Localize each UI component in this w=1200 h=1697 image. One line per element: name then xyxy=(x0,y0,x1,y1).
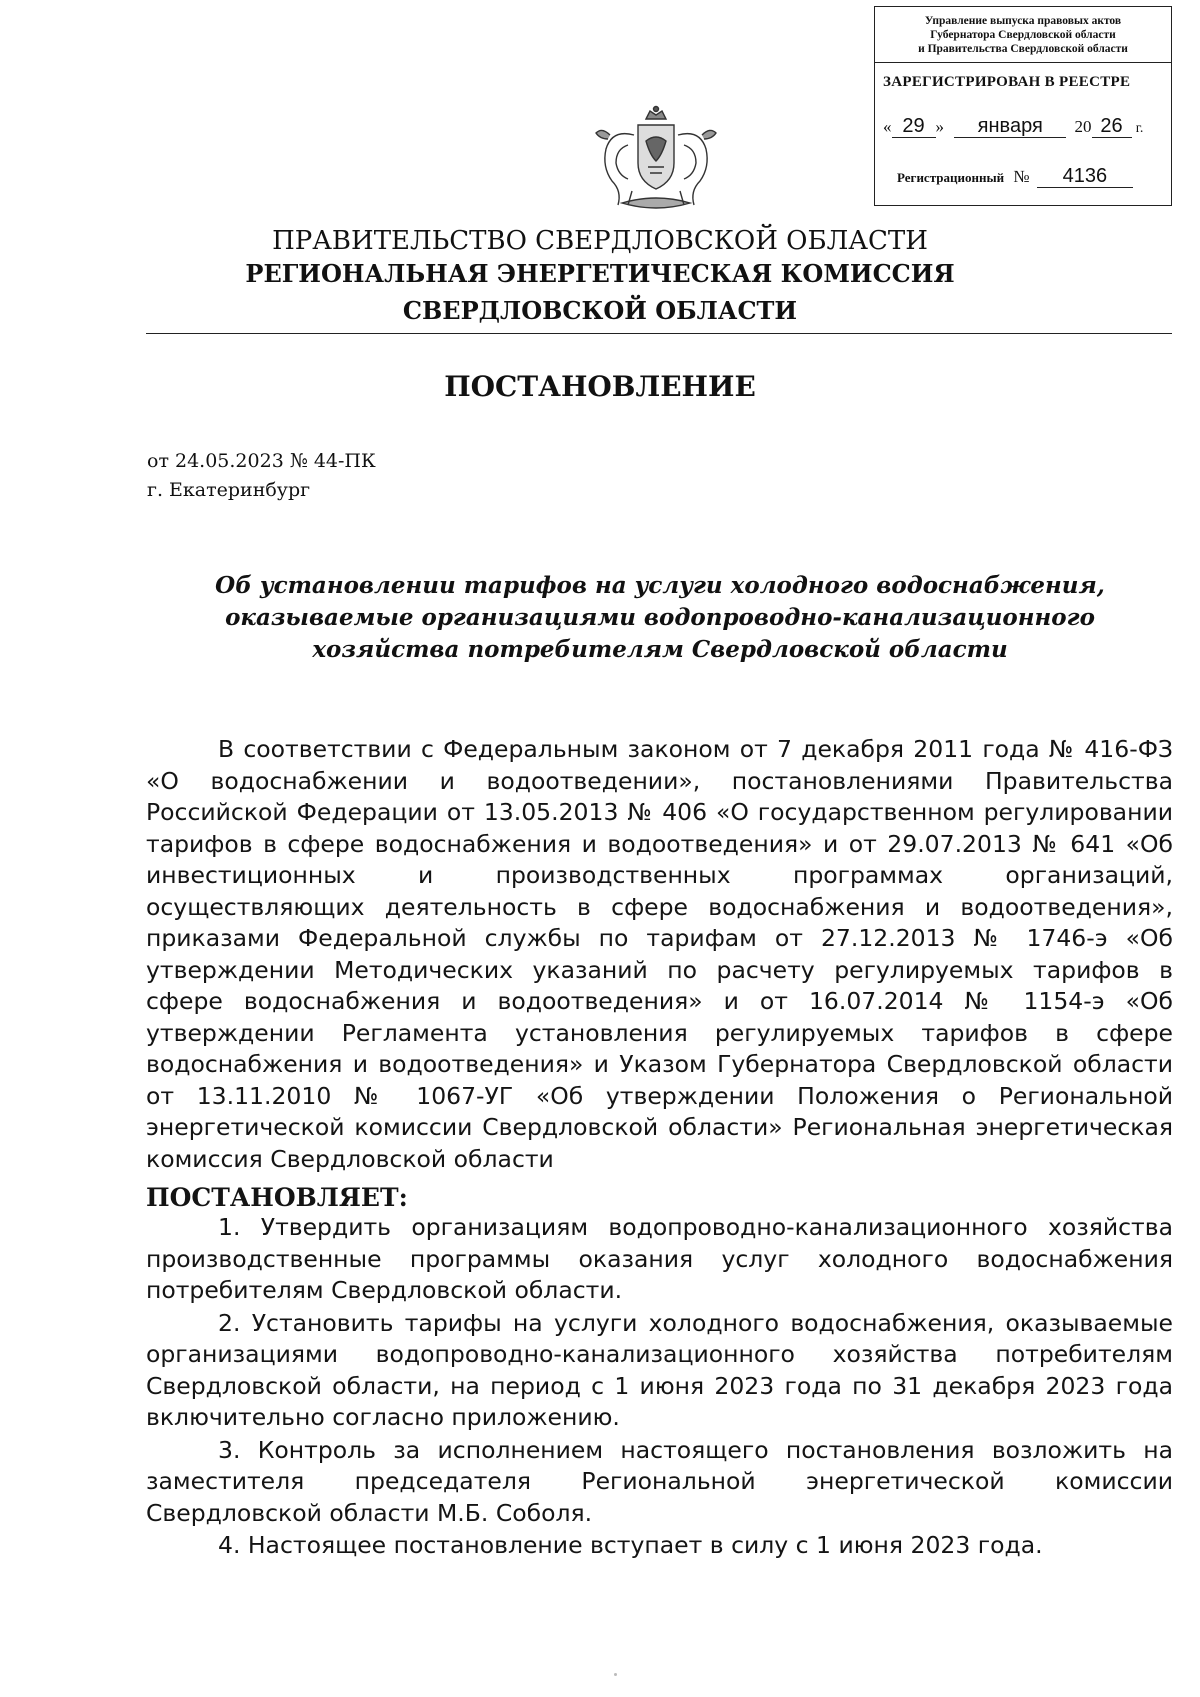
preamble-section xyxy=(146,734,1173,1175)
scan-speck xyxy=(614,1673,617,1676)
stamp-header xyxy=(875,7,1171,63)
document-date-number: от 24.05.2023 № 44-ПК xyxy=(147,450,376,472)
stamp-year-prefix: 20 xyxy=(1074,117,1092,136)
decree-item: 4. Настоящее постановление вступает в силу с 1 июня 2023 года. xyxy=(218,1531,1043,1559)
stamp-no-sign: № xyxy=(1013,167,1030,186)
stamp-header-line: Управление выпуска правовых актов xyxy=(924,15,1122,27)
decree-item: 1. Утвердить организациям водопроводно-канализационного хозяйства производственные программы оказания услуг холодного водоснабжения потребителям Свердловской области. xyxy=(146,1213,1173,1304)
decree-heading: ПОСТАНОВЛЯЕТ: xyxy=(146,1183,408,1212)
stamp-reg-number: 4136 xyxy=(1037,165,1133,188)
coat-of-arms-icon xyxy=(588,105,724,215)
document-subject: Об установлении тарифов на услуги холодного водоснабжения, оказываемые организациями водопроводно-канализационного хозяйства потребителям Свердловской области xyxy=(215,572,1105,663)
government-name: ПРАВИТЕЛЬСТВО СВЕРДЛОВСКОЙ ОБЛАСТИ xyxy=(272,226,928,256)
decree-items xyxy=(146,1212,1173,1562)
document-city: г. Екатеринбург xyxy=(147,479,311,501)
stamp-header-line: и Правительства Свердловской области xyxy=(918,43,1128,55)
preamble-paragraph: В соответствии с Федеральным законом от 7 декабря 2011 года № 416-ФЗ «О водоснабжении и водоотведении», постановлениями Правительства Российской Федерации от 13.05.2013 № 406 «О государственном регулировании тарифов в сфере водоснабжения и водоотведения» и от 29.07.2013 № 641 «Об инвестиционных и производственных программах организаций, осуществляющих деятельность в сфере водоснабжения и водоотведения», приказами Федеральной службы по тарифам от 27.12.2013 № 1746-э «Об утверждении Методических указаний по расчету регулируемых тарифов в сфере водоснабжения и водоотведения» и от 16.07.2014 № 1154-э «Об утверждении Регламента установления регулируемых тарифов в сфере водоснабжения и водоотведения» и Указом Губернатора Свердловской области от 13.11.2010 № 1067-УГ «Об утверждении Положения о Региональной энергетической комиссии Свердловской области» Региональная энергетическая комиссия Свердловской области xyxy=(146,735,1173,1173)
stamp-day: 29 xyxy=(892,115,936,138)
registration-stamp xyxy=(874,6,1172,206)
stamp-month: января xyxy=(954,115,1066,138)
header-divider xyxy=(146,333,1172,334)
stamp-header-line: Губернатора Свердловской области xyxy=(930,29,1116,41)
stamp-year-suffix: 26 xyxy=(1092,115,1132,138)
commission-name-line2: СВЕРДЛОВСКОЙ ОБЛАСТИ xyxy=(402,296,798,325)
stamp-reg-number-row xyxy=(897,165,1167,188)
decree-item: 2. Установить тарифы на услуги холодного водоснабжения, оказываемые организациями водопроводно-канализационного хозяйства потребителям Свердловской области, на период с 1 июня 2023 года по 31 декабря 2023 года включительно согласно приложению. xyxy=(146,1308,1173,1431)
stamp-registered-label: ЗАРЕГИСТРИРОВАН В РЕЕСТРЕ xyxy=(883,74,1131,90)
decree-item: 3. Контроль за исполнением настоящего постановления возложить на заместителя председателя Региональной энергетической комиссии Свердловской области М.Б. Соболя. xyxy=(146,1435,1173,1527)
stamp-year-mark: г. xyxy=(1135,121,1144,136)
document-type-title: ПОСТАНОВЛЕНИЕ xyxy=(444,370,756,403)
commission-name-line1: РЕГИОНАЛЬНАЯ ЭНЕРГЕТИЧЕСКАЯ КОМИССИЯ xyxy=(245,259,955,288)
stamp-reg-label: Регистрационный xyxy=(897,170,1005,185)
stamp-date: « 29 » января 20 26 г. xyxy=(883,115,1144,137)
